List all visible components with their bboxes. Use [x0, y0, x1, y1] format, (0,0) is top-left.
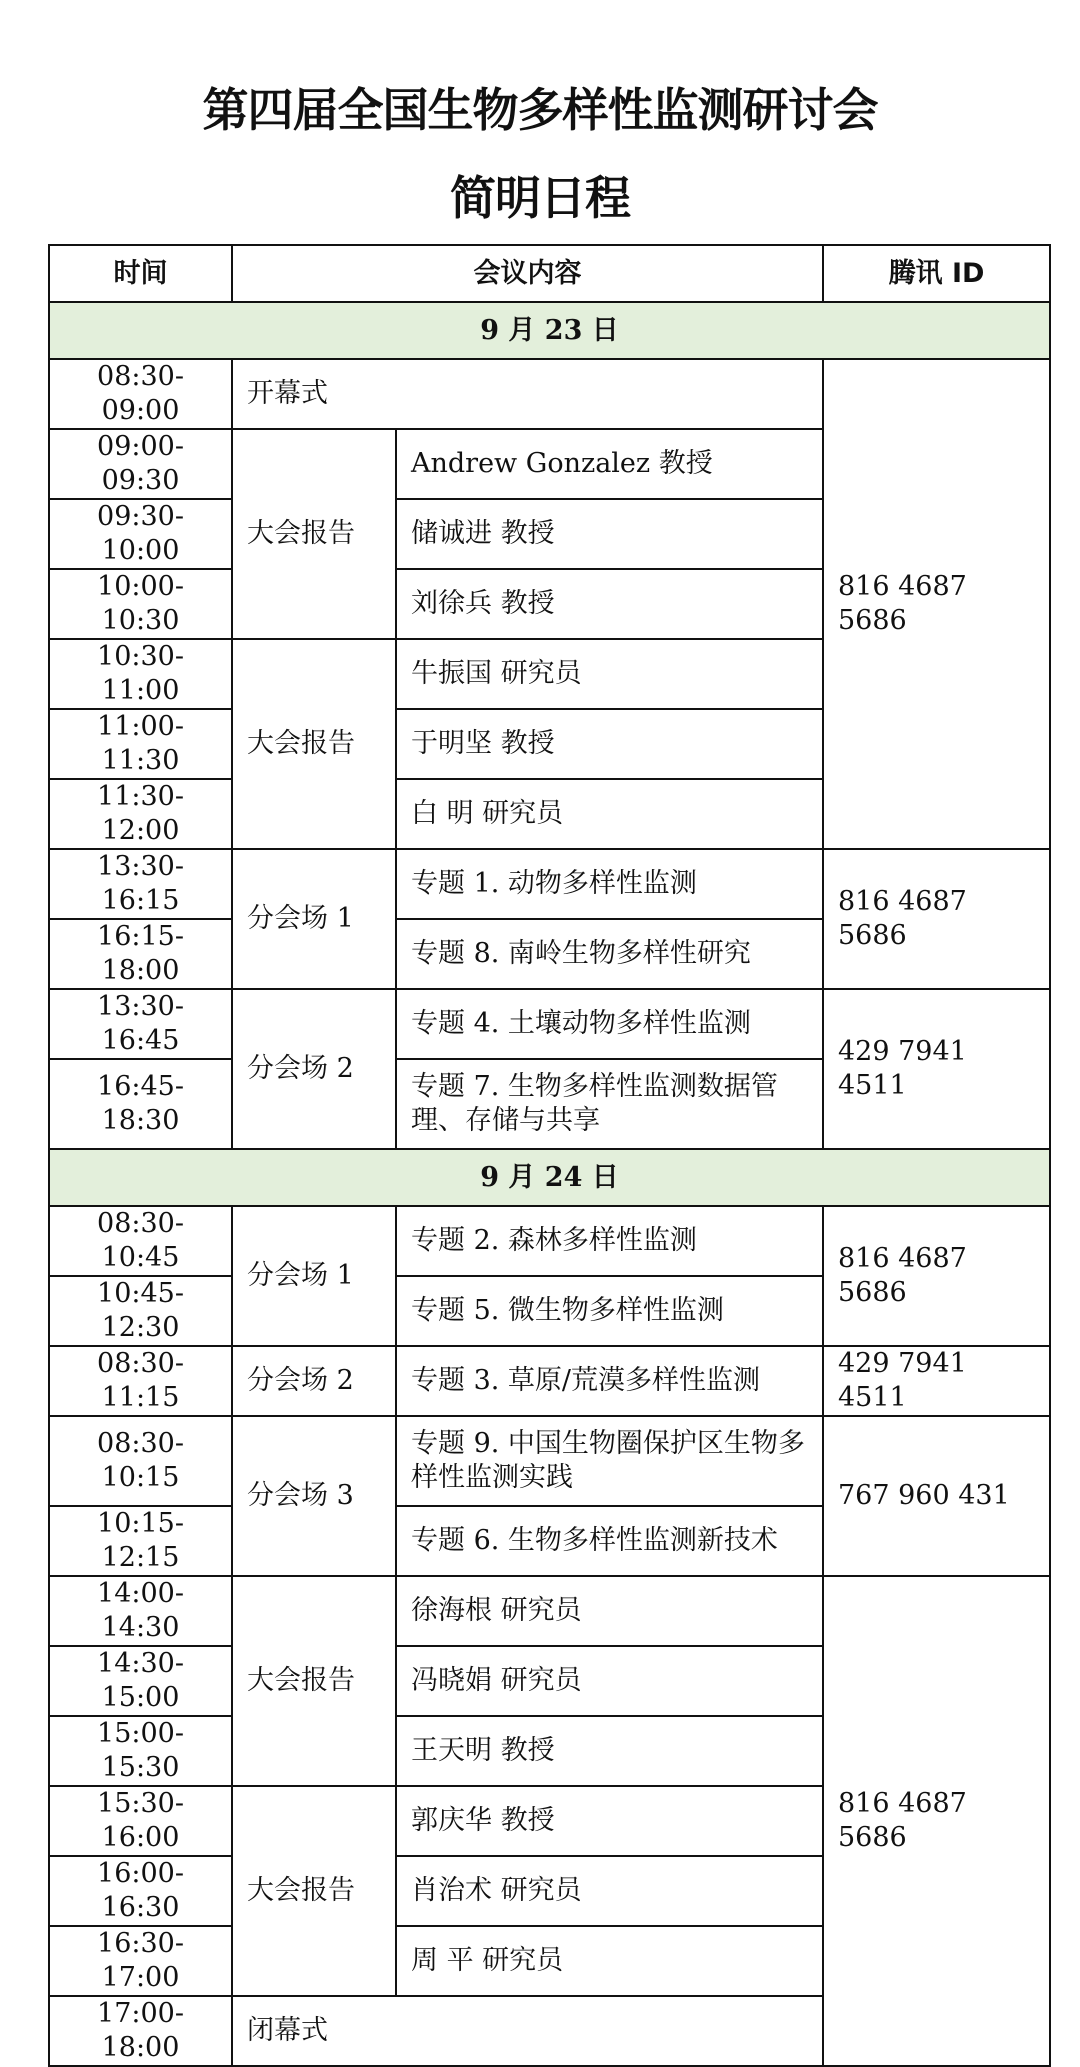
day-row [49, 302, 1050, 359]
time-cell: 09:00-09:30 [49, 429, 232, 499]
time-cell: 13:30-16:45 [49, 989, 232, 1059]
page-subtitle: 简明日程 [450, 171, 630, 225]
speaker-cell: 于明坚 教授 [396, 709, 823, 779]
header-content: 会议内容 [232, 245, 823, 302]
speaker-cell: 周 平 研究员 [396, 1926, 823, 1996]
speaker-cell: 储诚进 教授 [396, 499, 823, 569]
time-cell: 16:45-18:30 [49, 1059, 232, 1149]
time-cell: 16:30-17:00 [49, 1926, 232, 1996]
tencent-id-cell: 429 7941 4511 [823, 989, 1050, 1149]
tencent-id-cell: 816 4687 5686 [823, 1576, 1050, 2066]
day-date: 9 月 24 日 [49, 1149, 1050, 1206]
speaker-cell: 冯晓娟 研究员 [396, 1646, 823, 1716]
speaker-cell: 徐海根 研究员 [396, 1576, 823, 1646]
time-cell: 11:00-11:30 [49, 709, 232, 779]
room-label: 分会场 2 [232, 989, 396, 1149]
topic-cell: 专题 4. 土壤动物多样性监测 [396, 989, 823, 1059]
topic-cell: 专题 7. 生物多样性监测数据管理、存储与共享 [396, 1059, 823, 1149]
time-cell: 10:15-12:15 [49, 1506, 232, 1576]
topic-cell: 专题 3. 草原/荒漠多样性监测 [396, 1346, 823, 1416]
header-tencent-id: 腾讯 ID [823, 245, 1050, 302]
tencent-id-cell: 429 7941 4511 [823, 1346, 1050, 1416]
tencent-id-cell: 816 4687 5686 [823, 359, 1050, 849]
speaker-cell: 刘徐兵 教授 [396, 569, 823, 639]
topic-cell: 专题 9. 中国生物圈保护区生物多样性监测实践 [396, 1416, 823, 1506]
speaker-cell: 牛振国 研究员 [396, 639, 823, 709]
time-cell: 14:30-15:00 [49, 1646, 232, 1716]
speaker-cell: 肖治术 研究员 [396, 1856, 823, 1926]
topic-cell: 专题 6. 生物多样性监测新技术 [396, 1506, 823, 1576]
room-label: 分会场 1 [232, 1206, 396, 1346]
time-cell: 10:30-11:00 [49, 639, 232, 709]
header-time: 时间 [49, 245, 232, 302]
time-cell: 17:00-18:00 [49, 1996, 232, 2066]
speaker-cell: 王天明 教授 [396, 1716, 823, 1786]
speaker-cell: Andrew Gonzalez 教授 [396, 429, 823, 499]
tencent-id-cell: 816 4687 5686 [823, 849, 1050, 989]
plenary-label: 大会报告 [232, 1576, 396, 1786]
plenary-label: 大会报告 [232, 1786, 396, 1996]
topic-cell: 专题 1. 动物多样性监测 [396, 849, 823, 919]
tencent-id-cell: 767 960 431 [823, 1416, 1050, 1576]
speaker-cell: 白 明 研究员 [396, 779, 823, 849]
table-row [49, 359, 1050, 429]
time-cell: 13:30-16:15 [49, 849, 232, 919]
time-cell: 11:30-12:00 [49, 779, 232, 849]
schedule-table [48, 244, 1051, 2067]
table-row [49, 1576, 1050, 1646]
table-row [49, 849, 1050, 919]
time-cell: 15:30-16:00 [49, 1786, 232, 1856]
table-row [49, 1416, 1050, 1506]
time-cell: 08:30-10:15 [49, 1416, 232, 1506]
time-cell: 10:45-12:30 [49, 1276, 232, 1346]
time-cell: 09:30-10:00 [49, 499, 232, 569]
plenary-label: 大会报告 [232, 639, 396, 849]
time-cell: 14:00-14:30 [49, 1576, 232, 1646]
table-row [49, 1206, 1050, 1276]
time-cell: 10:00-10:30 [49, 569, 232, 639]
table-row [49, 1346, 1050, 1416]
room-label: 分会场 1 [232, 849, 396, 989]
room-label: 分会场 2 [232, 1346, 396, 1416]
day-date: 9 月 23 日 [49, 302, 1050, 359]
room-label: 分会场 3 [232, 1416, 396, 1576]
topic-cell: 专题 8. 南岭生物多样性研究 [396, 919, 823, 989]
time-cell: 16:15-18:00 [49, 919, 232, 989]
tencent-id-cell: 816 4687 5686 [823, 1206, 1050, 1346]
speaker-cell: 郭庆华 教授 [396, 1786, 823, 1856]
table-row [49, 989, 1050, 1059]
time-cell: 16:00-16:30 [49, 1856, 232, 1926]
topic-cell: 专题 5. 微生物多样性监测 [396, 1276, 823, 1346]
closing-ceremony: 闭幕式 [232, 1996, 823, 2066]
time-cell: 15:00-15:30 [49, 1716, 232, 1786]
time-cell: 08:30-09:00 [49, 359, 232, 429]
time-cell: 08:30-11:15 [49, 1346, 232, 1416]
day-row [49, 1149, 1050, 1206]
opening-ceremony: 开幕式 [232, 359, 823, 429]
page-title: 第四届全国生物多样性监测研讨会 [202, 83, 878, 137]
table-header-row [49, 245, 1050, 302]
time-cell: 08:30-10:45 [49, 1206, 232, 1276]
plenary-label: 大会报告 [232, 429, 396, 639]
topic-cell: 专题 2. 森林多样性监测 [396, 1206, 823, 1276]
